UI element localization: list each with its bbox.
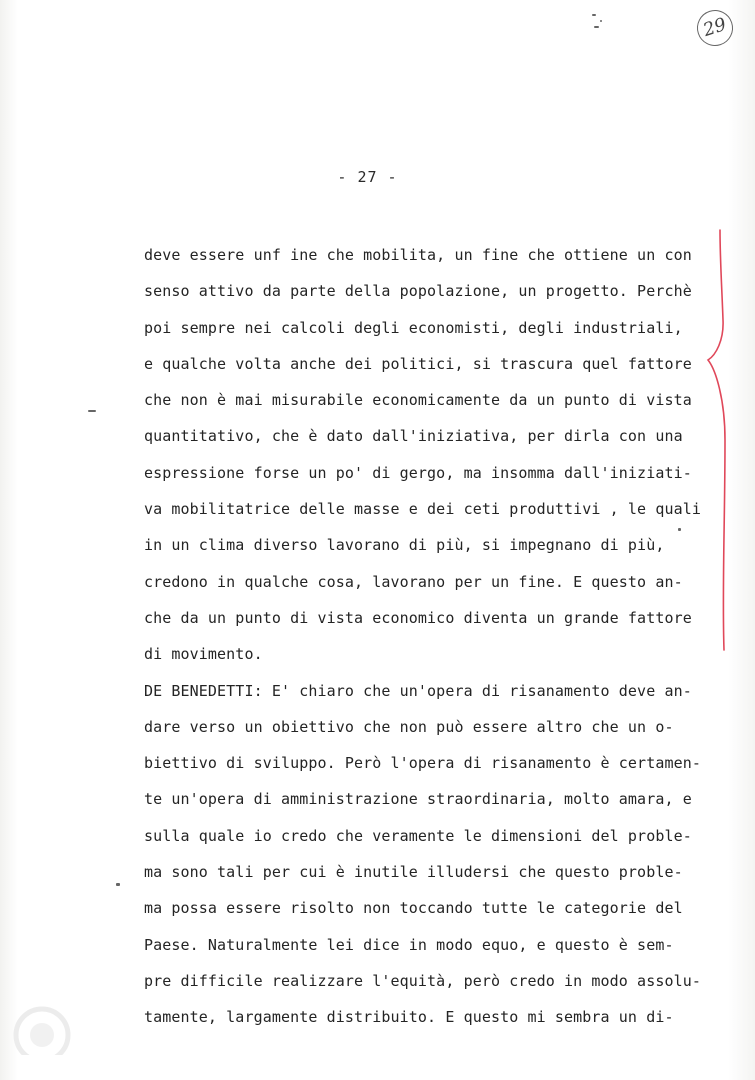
- text-line: quantitativo, che è dato dall'iniziativa, per dirla con una: [144, 427, 683, 446]
- text-line: deve essere unf ine che mobilita, un fine che ottiene un con: [144, 246, 692, 264]
- ink-speck: [592, 14, 596, 16]
- text-line: te un'opera di amministrazione straordinaria, molto amara, e: [144, 790, 692, 809]
- text-line: Paese. Naturalmente lei dice in modo equo, e questo è sem-: [144, 935, 674, 954]
- archive-page-number: 29: [692, 5, 737, 50]
- text-line: sulla quale io credo che veramente le dimensioni del proble-: [144, 826, 692, 845]
- transcript-body: [144, 244, 729, 1043]
- text-line: espressione forse un po' di gergo, ma insomma dall'iniziati-: [144, 463, 692, 482]
- text-line: in un clima diverso lavorano di più, si impegnano di più,: [144, 536, 665, 555]
- archive-watermark-logo: [0, 995, 120, 1055]
- text-line: di movimento.: [144, 645, 263, 664]
- text-line: credono in qualche cosa, lavorano per un fine. E questo an-: [144, 572, 683, 591]
- text-line: ma possa essere risolto non toccando tutte le categorie del: [144, 899, 683, 918]
- page-number: - 27 -: [337, 168, 398, 186]
- red-margin-bracket: [700, 230, 730, 655]
- text-line: pre difficile realizzare l'equità, però credo in modo assolu-: [144, 971, 701, 990]
- text-line: biettivo di sviluppo. Però l'opera di risanamento è certamen-: [144, 754, 701, 773]
- text-line: ma sono tali per cui è inutile illudersi che questo proble-: [144, 863, 683, 882]
- text-line: che da un punto di vista economico diventa un grande fattore: [144, 608, 692, 627]
- text-line: senso attivo da parte della popolazione, un progetto. Perchè: [144, 282, 692, 301]
- text-line: tamente, largamente distribuito. E questo mi sembra un di-: [144, 1008, 674, 1027]
- text-line: e qualche volta anche dei politici, si trascura quel fattore: [144, 354, 692, 373]
- text-line: poi sempre nei calcoli degli economisti, degli industriali,: [144, 318, 683, 337]
- ink-speck: [600, 20, 602, 22]
- ink-speck: [116, 883, 120, 886]
- text-line: DE BENEDETTI: E' chiaro che un'opera di risanamento deve an-: [144, 681, 692, 700]
- margin-bracket-stroke: [708, 230, 725, 650]
- ink-speck: [594, 26, 599, 28]
- text-line: dare verso un obiettivo che non può essere altro che un o-: [144, 717, 674, 736]
- watermark-shape: [30, 1023, 54, 1047]
- text-line: che non è mai misurabile economicamente da un punto di vista: [144, 391, 692, 410]
- ink-speck: [88, 410, 96, 412]
- text-line: va mobilitatrice delle masse e dei ceti produttivi , le quali: [144, 500, 701, 519]
